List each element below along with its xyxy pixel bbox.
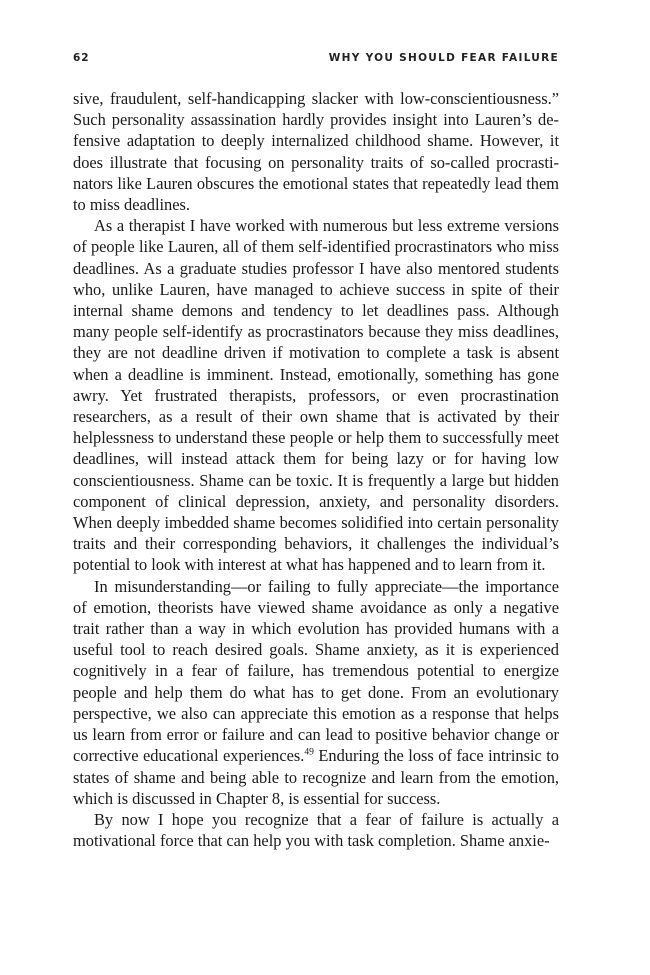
paragraph-3-text-b: Enduring the loss of face intrinsic to states of shame and being able to recognize and learn from the emotion, which is discussed in Chapter 8, is essential for success. bbox=[73, 746, 559, 808]
footnote-reference[interactable]: 49 bbox=[304, 747, 314, 758]
paragraph-3-text-a: In misunderstanding—or failing to fully appreciate—the importance of emotion, theorists have viewed shame avoidance as only a negative trait rather than a way in which evolution has provided humans with a useful tool to reach desired goals. Shame anxiety, as it is experienced cognitively in a fear of failure, has tremendous potential to energize people and help them do what has to get done. From an evolutionary perspective, we also can appreciate this emotion as a response that helps us learn from error or failure and can lead to positive behavior change or corrective educational experiences. bbox=[73, 576, 559, 766]
page-number: 62 bbox=[73, 52, 90, 64]
paragraph-3 bbox=[73, 576, 559, 809]
paragraph-2: As a therapist I have worked with numerous but less extreme versions of people like Lauren, all of them self-identified procrastinators who miss deadlines. As a graduate studies professor I have also mentored students who, unlike Lauren, have managed to achieve success in spite of their internal shame demons and tendency to let deadlines pass. Although many people self-identify as procrastinators because they miss deadlines, they are not deadline driven if motivation to complete a task is absent when a deadline is imminent. Instead, emotionally, something has gone awry. Yet frustrated therapists, professors, or even procrastination researchers, as a result of their own shame that is activated by their helplessness to understand these people or help them to successfully meet deadlines, will instead attack them for being lazy or for having low conscientiousness. Shame can be toxic. It is frequently a large but hidden component of clinical depression, anxiety, and personality disorders. When deeply imbedded shame becomes solidified into certain personality traits and their corresponding behaviors, it challenges the individual’s potential to look with interest at what has happened and to learn from it. bbox=[73, 216, 559, 575]
body-text bbox=[73, 88, 559, 851]
running-title: WHY YOU SHOULD FEAR FAILURE bbox=[328, 52, 559, 64]
book-page bbox=[73, 52, 559, 851]
paragraph-1: sive, fraudulent, self-handicapping slacker with low-conscientiousness.” Such personality assassination hardly provides insight into Lauren’s defensive adaptation to deeply internalized childhood shame. However, it does illustrate that focusing on personality traits of so-called procrastinators like Lauren obscures the emotional states that repeatedly lead them to miss deadlines. bbox=[73, 89, 559, 215]
running-head bbox=[73, 52, 559, 70]
paragraph-4: By now I hope you recognize that a fear of failure is actually a motivational force that can help you with task completion. Shame anxie- bbox=[73, 809, 559, 851]
